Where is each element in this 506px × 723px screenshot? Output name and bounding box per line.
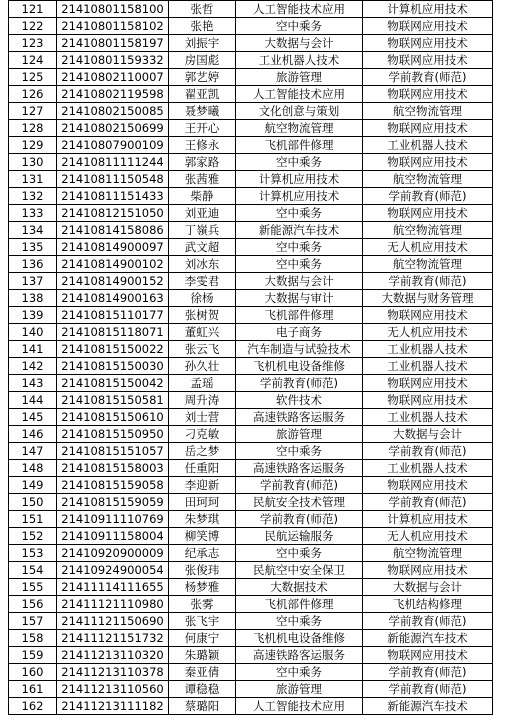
student-name-cell: 刁克敏 <box>169 426 236 443</box>
original-major-cell: 电子商务 <box>236 324 363 341</box>
target-major-cell: 物联网应用技术 <box>363 307 493 324</box>
row-number-cell: 124 <box>9 52 57 69</box>
row-number-cell: 127 <box>9 103 57 120</box>
student-table <box>8 0 493 715</box>
target-major-cell: 学前教育(师范) <box>363 494 493 511</box>
table-row <box>9 307 493 324</box>
target-major-cell: 大数据与财务管理 <box>363 290 493 307</box>
table-row <box>9 528 493 545</box>
student-name-cell: 刘亚迪 <box>169 205 236 222</box>
target-major-cell: 物联网应用技术 <box>363 120 493 137</box>
student-name-cell: 谭稳稳 <box>169 681 236 698</box>
table-row <box>9 647 493 664</box>
row-number-cell: 152 <box>9 528 57 545</box>
student-name-cell: 董虹兴 <box>169 324 236 341</box>
original-major-cell: 高速铁路客运服务 <box>236 647 363 664</box>
target-major-cell: 物联网应用技术 <box>363 154 493 171</box>
student-id-cell: 21410815150022 <box>57 341 169 358</box>
row-number-cell: 155 <box>9 579 57 596</box>
student-table-body <box>9 1 493 715</box>
student-id-cell: 21410802110007 <box>57 69 169 86</box>
target-major-cell: 物联网应用技术 <box>363 18 493 35</box>
student-name-cell: 刘冰东 <box>169 256 236 273</box>
table-row <box>9 494 493 511</box>
student-name-cell: 张飞宇 <box>169 613 236 630</box>
row-number-cell: 128 <box>9 120 57 137</box>
student-name-cell: 蔡璐阳 <box>169 698 236 715</box>
target-major-cell: 物联网应用技术 <box>363 52 493 69</box>
table-row <box>9 137 493 154</box>
student-id-cell: 21410815158003 <box>57 460 169 477</box>
student-id-cell: 21410811150548 <box>57 171 169 188</box>
target-major-cell: 学前教育(师范) <box>363 613 493 630</box>
student-name-cell: 杨梦雅 <box>169 579 236 596</box>
original-major-cell: 学前教育(师范) <box>236 477 363 494</box>
original-major-cell: 汽车制造与试验技术 <box>236 341 363 358</box>
student-id-cell: 21410815159059 <box>57 494 169 511</box>
row-number-cell: 129 <box>9 137 57 154</box>
target-major-cell: 物联网应用技术 <box>363 35 493 52</box>
table-row <box>9 35 493 52</box>
table-row <box>9 443 493 460</box>
row-number-cell: 142 <box>9 358 57 375</box>
original-major-cell: 计算机应用技术 <box>236 171 363 188</box>
student-name-cell: 郭家路 <box>169 154 236 171</box>
student-id-cell: 21410807900109 <box>57 137 169 154</box>
table-row <box>9 290 493 307</box>
student-id-cell: 21411213110320 <box>57 647 169 664</box>
table-row <box>9 664 493 681</box>
table-row <box>9 1 493 18</box>
student-name-cell: 柴静 <box>169 188 236 205</box>
student-id-cell: 21410801158102 <box>57 18 169 35</box>
row-number-cell: 122 <box>9 18 57 35</box>
row-number-cell: 132 <box>9 188 57 205</box>
row-number-cell: 162 <box>9 698 57 715</box>
row-number-cell: 131 <box>9 171 57 188</box>
row-number-cell: 133 <box>9 205 57 222</box>
original-major-cell: 空中乘务 <box>236 664 363 681</box>
original-major-cell: 学前教育(师范) <box>236 511 363 528</box>
target-major-cell: 物联网应用技术 <box>363 392 493 409</box>
target-major-cell: 无人机应用技术 <box>363 239 493 256</box>
target-major-cell: 工业机器人技术 <box>363 409 493 426</box>
student-name-cell: 朱璐颖 <box>169 647 236 664</box>
table-row <box>9 392 493 409</box>
student-id-cell: 21410815118071 <box>57 324 169 341</box>
student-id-cell: 21411213110560 <box>57 681 169 698</box>
original-major-cell: 空中乘务 <box>236 443 363 460</box>
target-major-cell: 无人机应用技术 <box>363 528 493 545</box>
target-major-cell: 学前教育(师范) <box>363 664 493 681</box>
original-major-cell: 大数据与审计 <box>236 290 363 307</box>
student-id-cell: 21411213111182 <box>57 698 169 715</box>
original-major-cell: 旅游管理 <box>236 426 363 443</box>
table-row <box>9 477 493 494</box>
student-id-cell: 21410815150042 <box>57 375 169 392</box>
target-major-cell: 物联网应用技术 <box>363 562 493 579</box>
row-number-cell: 160 <box>9 664 57 681</box>
student-id-cell: 21410911158004 <box>57 528 169 545</box>
table-row <box>9 613 493 630</box>
row-number-cell: 145 <box>9 409 57 426</box>
original-major-cell: 人工智能技术应用 <box>236 86 363 103</box>
student-name-cell: 纪承志 <box>169 545 236 562</box>
table-row <box>9 103 493 120</box>
table-row <box>9 358 493 375</box>
original-major-cell: 空中乘务 <box>236 613 363 630</box>
target-major-cell: 计算机应用技术 <box>363 1 493 18</box>
student-name-cell: 张俊玮 <box>169 562 236 579</box>
original-major-cell: 空中乘务 <box>236 239 363 256</box>
original-major-cell: 飞机机电设备维修 <box>236 630 363 647</box>
original-major-cell: 文化创意与策划 <box>236 103 363 120</box>
original-major-cell: 航空物流管理 <box>236 120 363 137</box>
target-major-cell: 物联网应用技术 <box>363 375 493 392</box>
original-major-cell: 工业机器人技术 <box>236 52 363 69</box>
original-major-cell: 空中乘务 <box>236 205 363 222</box>
target-major-cell: 学前教育(师范) <box>363 681 493 698</box>
target-major-cell: 物联网应用技术 <box>363 647 493 664</box>
row-number-cell: 149 <box>9 477 57 494</box>
student-name-cell: 秦亚倩 <box>169 664 236 681</box>
target-major-cell: 物联网应用技术 <box>363 477 493 494</box>
table-row <box>9 273 493 290</box>
row-number-cell: 144 <box>9 392 57 409</box>
student-name-cell: 张树贺 <box>169 307 236 324</box>
student-id-cell: 21410801158100 <box>57 1 169 18</box>
original-major-cell: 旅游管理 <box>236 69 363 86</box>
row-number-cell: 156 <box>9 596 57 613</box>
target-major-cell: 工业机器人技术 <box>363 137 493 154</box>
table-row <box>9 86 493 103</box>
student-id-cell: 21410815110177 <box>57 307 169 324</box>
row-number-cell: 126 <box>9 86 57 103</box>
student-id-cell: 21410814158086 <box>57 222 169 239</box>
table-row <box>9 409 493 426</box>
original-major-cell: 飞机机电设备维修 <box>236 358 363 375</box>
table-row <box>9 120 493 137</box>
student-name-cell: 郭艺婷 <box>169 69 236 86</box>
student-id-cell: 21411121150690 <box>57 613 169 630</box>
row-number-cell: 159 <box>9 647 57 664</box>
student-name-cell: 张雾 <box>169 596 236 613</box>
student-id-cell: 21410811151433 <box>57 188 169 205</box>
table-row <box>9 69 493 86</box>
target-major-cell: 工业机器人技术 <box>363 358 493 375</box>
target-major-cell: 工业机器人技术 <box>363 341 493 358</box>
row-number-cell: 123 <box>9 35 57 52</box>
row-number-cell: 121 <box>9 1 57 18</box>
student-id-cell: 21410811111244 <box>57 154 169 171</box>
original-major-cell: 民航空中安全保卫 <box>236 562 363 579</box>
table-row <box>9 511 493 528</box>
row-number-cell: 130 <box>9 154 57 171</box>
target-major-cell: 学前教育(师范) <box>363 273 493 290</box>
original-major-cell: 空中乘务 <box>236 154 363 171</box>
row-number-cell: 146 <box>9 426 57 443</box>
target-major-cell: 大数据与会计 <box>363 579 493 596</box>
original-major-cell: 大数据技术 <box>236 579 363 596</box>
table-row <box>9 579 493 596</box>
original-major-cell: 软件技术 <box>236 392 363 409</box>
student-name-cell: 张茜雅 <box>169 171 236 188</box>
student-id-cell: 21410911110769 <box>57 511 169 528</box>
row-number-cell: 148 <box>9 460 57 477</box>
original-major-cell: 人工智能技术应用 <box>236 1 363 18</box>
target-major-cell: 学前教育(师范) <box>363 188 493 205</box>
original-major-cell: 飞机部件修理 <box>236 307 363 324</box>
student-id-cell: 21410815150581 <box>57 392 169 409</box>
student-id-cell: 21410815150030 <box>57 358 169 375</box>
table-row <box>9 239 493 256</box>
row-number-cell: 139 <box>9 307 57 324</box>
student-name-cell: 张艳 <box>169 18 236 35</box>
row-number-cell: 141 <box>9 341 57 358</box>
student-name-cell: 张哲 <box>169 1 236 18</box>
target-major-cell: 新能源汽车技术 <box>363 630 493 647</box>
student-name-cell: 房国彪 <box>169 52 236 69</box>
student-name-cell: 刘振宇 <box>169 35 236 52</box>
row-number-cell: 138 <box>9 290 57 307</box>
student-name-cell: 孙久壮 <box>169 358 236 375</box>
student-id-cell: 21410802150699 <box>57 120 169 137</box>
original-major-cell: 空中乘务 <box>236 18 363 35</box>
target-major-cell: 学前教育(师范) <box>363 443 493 460</box>
table-row <box>9 698 493 715</box>
original-major-cell: 空中乘务 <box>236 545 363 562</box>
student-name-cell: 何康宁 <box>169 630 236 647</box>
target-major-cell: 航空物流管理 <box>363 256 493 273</box>
table-row <box>9 426 493 443</box>
table-row <box>9 562 493 579</box>
table-row <box>9 171 493 188</box>
student-id-cell: 21410815150610 <box>57 409 169 426</box>
table-row <box>9 341 493 358</box>
row-number-cell: 151 <box>9 511 57 528</box>
original-major-cell: 高速铁路客运服务 <box>236 409 363 426</box>
target-major-cell: 大数据与会计 <box>363 426 493 443</box>
original-major-cell: 计算机应用技术 <box>236 188 363 205</box>
target-major-cell: 工业机器人技术 <box>363 460 493 477</box>
table-row <box>9 545 493 562</box>
student-name-cell: 刘士营 <box>169 409 236 426</box>
row-number-cell: 150 <box>9 494 57 511</box>
row-number-cell: 125 <box>9 69 57 86</box>
student-id-cell: 21410815159058 <box>57 477 169 494</box>
table-row <box>9 460 493 477</box>
original-major-cell: 民航安全技术管理 <box>236 494 363 511</box>
student-name-cell: 朱梦琪 <box>169 511 236 528</box>
student-id-cell: 21410924900054 <box>57 562 169 579</box>
student-id-cell: 21411121151732 <box>57 630 169 647</box>
table-row <box>9 596 493 613</box>
student-id-cell: 21410801158197 <box>57 35 169 52</box>
original-major-cell: 空中乘务 <box>236 256 363 273</box>
student-name-cell: 武文超 <box>169 239 236 256</box>
student-id-cell: 21410815150950 <box>57 426 169 443</box>
student-id-cell: 21410801159332 <box>57 52 169 69</box>
student-id-cell: 21410814900102 <box>57 256 169 273</box>
student-name-cell: 徐杨 <box>169 290 236 307</box>
table-row <box>9 375 493 392</box>
student-name-cell: 柳笑博 <box>169 528 236 545</box>
student-name-cell: 周升涛 <box>169 392 236 409</box>
target-major-cell: 计算机应用技术 <box>363 511 493 528</box>
row-number-cell: 134 <box>9 222 57 239</box>
original-major-cell: 新能源汽车技术 <box>236 222 363 239</box>
original-major-cell: 大数据与会计 <box>236 273 363 290</box>
student-id-cell: 21410812151050 <box>57 205 169 222</box>
student-id-cell: 21410814900152 <box>57 273 169 290</box>
target-major-cell: 新能源汽车技术 <box>363 698 493 715</box>
target-major-cell: 航空物流管理 <box>363 222 493 239</box>
row-number-cell: 137 <box>9 273 57 290</box>
target-major-cell: 物联网应用技术 <box>363 86 493 103</box>
student-name-cell: 任重阳 <box>169 460 236 477</box>
row-number-cell: 143 <box>9 375 57 392</box>
student-name-cell: 王修永 <box>169 137 236 154</box>
original-major-cell: 飞机部件修理 <box>236 137 363 154</box>
student-name-cell: 丁嶺兵 <box>169 222 236 239</box>
target-major-cell: 飞机结构修理 <box>363 596 493 613</box>
original-major-cell: 旅游管理 <box>236 681 363 698</box>
student-name-cell: 孟瑶 <box>169 375 236 392</box>
row-number-cell: 140 <box>9 324 57 341</box>
original-major-cell: 大数据与会计 <box>236 35 363 52</box>
table-row <box>9 222 493 239</box>
student-id-cell: 21410802150085 <box>57 103 169 120</box>
row-number-cell: 153 <box>9 545 57 562</box>
original-major-cell: 高速铁路客运服务 <box>236 460 363 477</box>
row-number-cell: 158 <box>9 630 57 647</box>
table-row <box>9 18 493 35</box>
student-name-cell: 田珂珂 <box>169 494 236 511</box>
row-number-cell: 147 <box>9 443 57 460</box>
student-id-cell: 21410814900163 <box>57 290 169 307</box>
student-name-cell: 王开心 <box>169 120 236 137</box>
target-major-cell: 物联网应用技术 <box>363 205 493 222</box>
table-row <box>9 681 493 698</box>
table-row <box>9 630 493 647</box>
row-number-cell: 135 <box>9 239 57 256</box>
row-number-cell: 136 <box>9 256 57 273</box>
student-id-cell: 21410814900097 <box>57 239 169 256</box>
student-id-cell: 21410920900009 <box>57 545 169 562</box>
row-number-cell: 161 <box>9 681 57 698</box>
original-major-cell: 人工智能技术应用 <box>236 698 363 715</box>
target-major-cell: 航空物流管理 <box>363 103 493 120</box>
table-row <box>9 188 493 205</box>
original-major-cell: 学前教育(师范) <box>236 375 363 392</box>
target-major-cell: 学前教育(师范) <box>363 69 493 86</box>
student-name-cell: 李迎新 <box>169 477 236 494</box>
target-major-cell: 航空物流管理 <box>363 171 493 188</box>
original-major-cell: 民航运输服务 <box>236 528 363 545</box>
table-row <box>9 205 493 222</box>
original-major-cell: 飞机部件修理 <box>236 596 363 613</box>
student-name-cell: 翟亚凯 <box>169 86 236 103</box>
student-id-cell: 21411213110378 <box>57 664 169 681</box>
student-id-cell: 21411114111655 <box>57 579 169 596</box>
student-name-cell: 张云飞 <box>169 341 236 358</box>
table-row <box>9 324 493 341</box>
student-id-cell: 21410815151057 <box>57 443 169 460</box>
student-name-cell: 聂梦曦 <box>169 103 236 120</box>
student-id-cell: 21410802119598 <box>57 86 169 103</box>
table-row <box>9 256 493 273</box>
student-name-cell: 李雯君 <box>169 273 236 290</box>
target-major-cell: 航空物流管理 <box>363 545 493 562</box>
target-major-cell: 无人机应用技术 <box>363 324 493 341</box>
table-row <box>9 154 493 171</box>
row-number-cell: 154 <box>9 562 57 579</box>
student-id-cell: 21411121110980 <box>57 596 169 613</box>
student-name-cell: 岳之梦 <box>169 443 236 460</box>
table-row <box>9 52 493 69</box>
row-number-cell: 157 <box>9 613 57 630</box>
